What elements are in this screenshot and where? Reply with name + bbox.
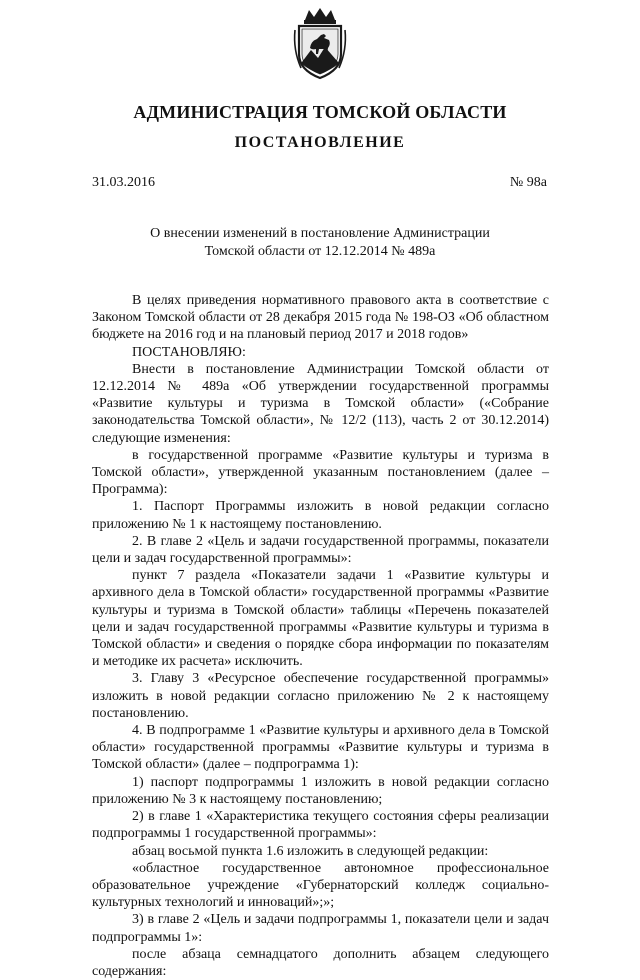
tomsk-coat-of-arms-icon xyxy=(291,6,349,82)
document-number: № 98а xyxy=(509,175,547,190)
organization-title: АДМИНИСТРАЦИЯ ТОМСКОЙ ОБЛАСТИ xyxy=(133,102,507,122)
paragraph: 1) паспорт подпрограммы 1 изложить в новой редакции согласно приложению № 3 к настоящему постановлению; xyxy=(92,774,549,807)
paragraph: В целях приведения нормативного правового акта в соответствие с Законом Томской области от 28 декабря 2015 года № 198-ОЗ «Об областном бюджете на 2016 год и на плановый период 2017 и 2018 годов» xyxy=(92,293,549,343)
paragraph: 3) в главе 2 «Цель и задачи подпрограммы 1, показатели цели и задач подпрограммы 1»: xyxy=(92,912,549,945)
document-subject xyxy=(150,225,490,261)
paragraph: пункт 7 раздела «Показатели задачи 1 «Развитие культуры и архивного дела в Томской области» государственной программы «Развитие культуры и туризма в Томской области» таблицы «Перечень показателей цели и задач государственной программы «Развитие культуры и туризма в Томской области» и сведения о порядке сбора информации по показателям и методике их расчета» исключить. xyxy=(92,568,549,670)
document-body xyxy=(92,292,549,980)
document-date: 31.03.2016 xyxy=(92,175,155,190)
paragraph: после абзаца семнадцатого дополнить абзацем следующего содержания: xyxy=(92,946,549,979)
paragraph-decree: ПОСТАНОВЛЯЮ: xyxy=(132,344,246,360)
paragraph: Внести в постановление Администрации Томской области от 12.12.2014 № 489а «Об утверждении государственной программы «Развитие культуры и туризма в Томской области» («Собрание законодательства Томской области», № 12/2 (113), часть 2 от 30.12.2014) следующие изменения: xyxy=(92,361,549,446)
paragraph: абзац восьмой пункта 1.6 изложить в следующей редакции: xyxy=(132,843,489,859)
document-type-title: ПОСТАНОВЛЕНИЕ xyxy=(234,134,406,151)
subject-line: О внесении изменений в постановление Администрации xyxy=(150,226,490,241)
paragraph: «областное государственное автономное профессиональное образовательное учреждение «Губернаторский колледж социально-культурных технологий и инноваций»;»; xyxy=(92,860,549,911)
paragraph: 2) в главе 1 «Характеристика текущего состояния сферы реализации подпрограммы 1 государственной программы»: xyxy=(92,809,549,842)
paragraph: 2. В главе 2 «Цель и задачи государственной программы, показатели цели и задач государственной программы»: xyxy=(92,533,549,567)
paragraph: 4. В подпрограмме 1 «Развитие культуры и архивного дела в Томской области» государственной программы «Развитие культуры и туризма в Томской области» (далее – подпрограмма 1): xyxy=(92,723,549,773)
paragraph: в государственной программе «Развитие культуры и туризма в Томской области», утвержденной указанным постановлением (далее – Программа): xyxy=(92,447,549,498)
paragraph: 3. Главу 3 «Ресурсное обеспечение государственной программы» изложить в новой редакции согласно приложению № 2 к настоящему постановлению. xyxy=(92,671,549,721)
subject-line: Томской области от 12.12.2014 № 489а xyxy=(204,244,436,259)
paragraph: 1. Паспорт Программы изложить в новой редакции согласно приложению № 1 к настоящему постановлению. xyxy=(92,499,549,532)
